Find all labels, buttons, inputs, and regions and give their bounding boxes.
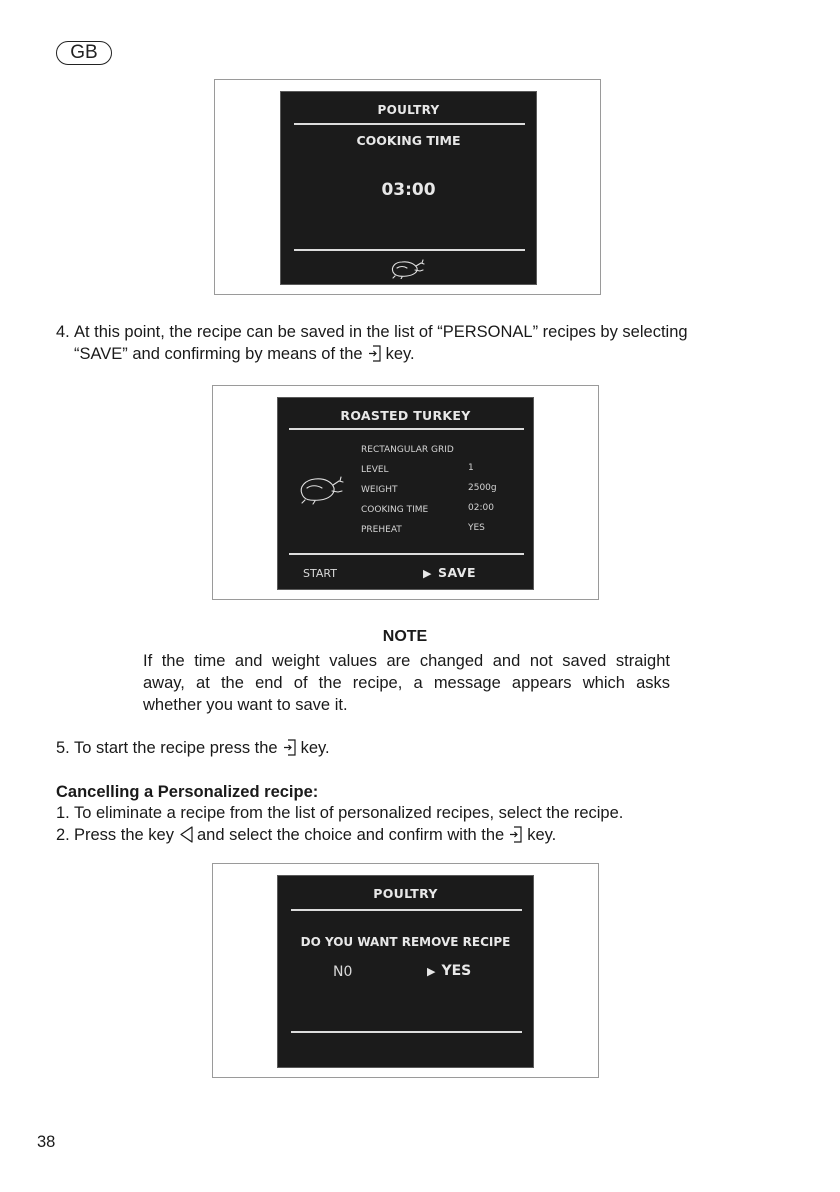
row-value: 2500g <box>468 483 497 493</box>
row-label: PREHEAT <box>361 525 402 535</box>
note-line: If the time and weight values are changed and not saved straight <box>143 652 670 670</box>
note-line: whether you want to save it. <box>143 696 348 714</box>
cancel-step2-before: Press the key <box>74 826 174 844</box>
divider <box>289 553 524 555</box>
step4-text-before: “SAVE” and confirming by means of the <box>74 345 363 363</box>
step-number: 5. <box>56 739 70 757</box>
screen-frame-cooking-time <box>214 79 601 295</box>
step5-text-before: To start the recipe press the <box>74 739 278 757</box>
row-label: LEVEL <box>361 465 389 475</box>
row-label: COOKING TIME <box>361 505 429 515</box>
start-option[interactable]: START <box>303 567 337 580</box>
cancel-step1-text: To eliminate a recipe from the list of personalized recipes, select the recipe. <box>74 804 624 822</box>
turkey-icon <box>297 473 347 505</box>
screen-frame-remove-recipe <box>212 863 599 1078</box>
cancel-step2-text <box>74 824 556 849</box>
step-number: 1. <box>56 804 70 822</box>
cancel-step2-after: key. <box>527 826 557 844</box>
display-subtitle: COOKING TIME <box>356 133 461 148</box>
save-label: SAVE <box>437 565 477 580</box>
divider <box>289 428 524 430</box>
step5-text-after: key. <box>300 739 330 757</box>
row-label: WEIGHT <box>361 485 398 495</box>
back-key-icon <box>179 826 194 849</box>
cancel-step2-middle: and select the choice and confirm with the <box>196 826 505 844</box>
yes-option[interactable] <box>427 963 471 979</box>
enter-key-icon <box>509 826 522 849</box>
row-value: 1 <box>468 463 474 473</box>
divider <box>294 123 525 125</box>
display-title: POULTRY <box>377 103 440 117</box>
step5-line <box>74 737 330 762</box>
oven-display-remove-recipe <box>277 875 534 1068</box>
oven-display-cooking-time <box>280 91 537 285</box>
accessory-label: RECTANGULAR GRID <box>361 445 454 455</box>
step4-line1: At this point, the recipe can be saved in the list of “PERSONAL” recipes by selecting <box>74 323 688 341</box>
step-number: 4. <box>56 323 70 341</box>
section-heading: Cancelling a Personalized recipe: <box>56 783 319 801</box>
cooking-time-value: 03:00 <box>381 180 436 200</box>
no-option[interactable]: N0 <box>333 964 353 980</box>
note-line: away, at the end of the recipe, a message appears which asks <box>143 674 670 692</box>
step4-text-after: key. <box>385 345 415 363</box>
divider <box>294 249 525 251</box>
selection-arrow-icon: ▶ <box>427 965 436 978</box>
row-value: 02:00 <box>468 503 494 513</box>
page-number: 38 <box>37 1133 56 1151</box>
divider <box>291 1031 522 1033</box>
save-option[interactable] <box>423 565 476 580</box>
note-heading: NOTE <box>382 628 428 645</box>
oven-display-recipe-summary <box>277 397 534 590</box>
region-badge: GB <box>56 41 112 65</box>
enter-key-icon <box>368 345 381 368</box>
screen-frame-roasted-turkey <box>212 385 599 600</box>
display-title: ROASTED TURKEY <box>340 408 471 423</box>
selection-arrow-icon: ▶ <box>423 567 432 580</box>
chicken-icon <box>389 257 429 279</box>
step-number: 2. <box>56 826 70 844</box>
enter-key-icon <box>283 739 296 762</box>
display-title: POULTRY <box>373 886 438 901</box>
step4-line2 <box>74 343 415 368</box>
yes-label: YES <box>441 963 472 979</box>
row-value: YES <box>468 523 485 533</box>
remove-question: DO YOU WANT REMOVE RECIPE <box>300 935 511 949</box>
divider <box>291 909 522 911</box>
